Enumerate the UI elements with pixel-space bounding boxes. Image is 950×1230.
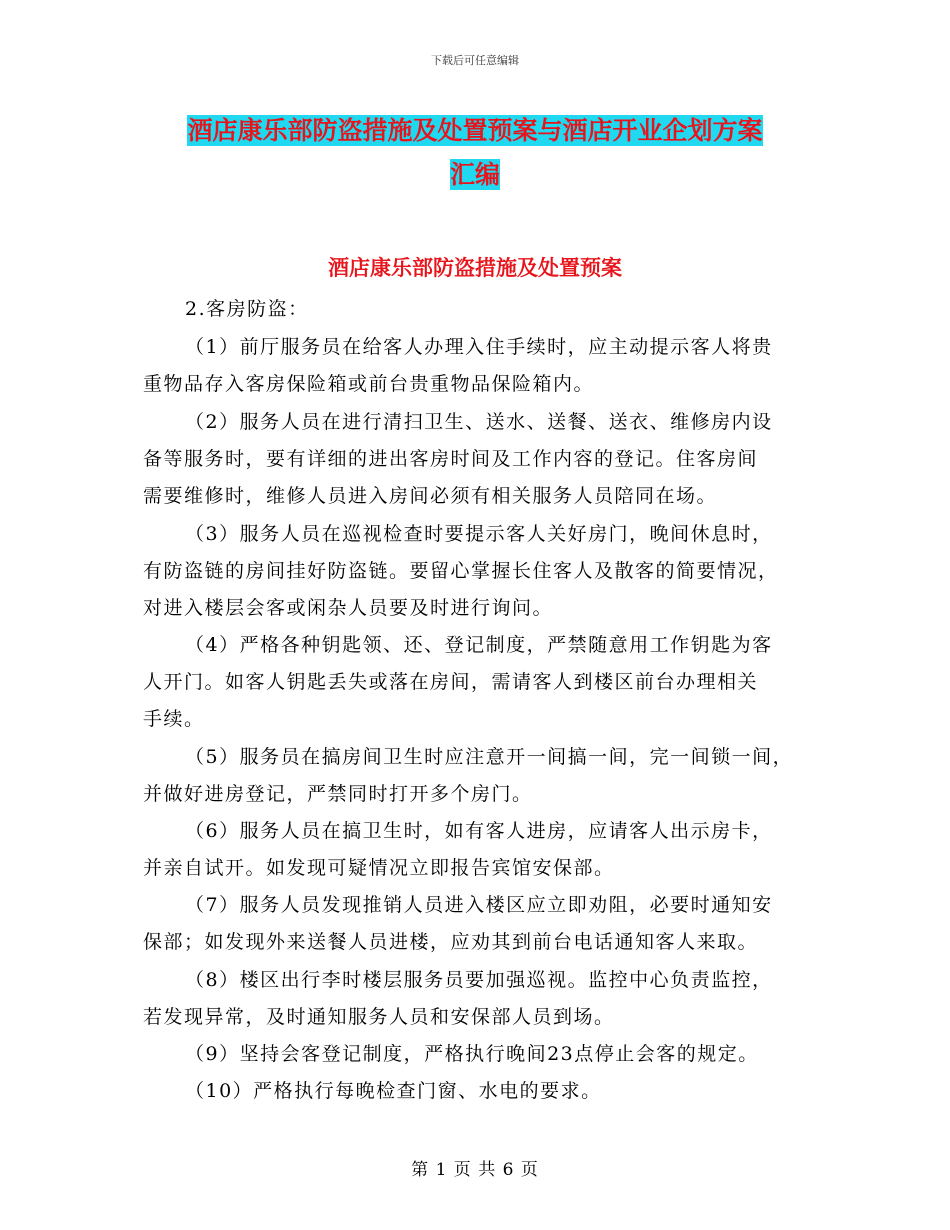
body-line: （4）严格各种钥匙领、还、登记制度，严禁随意用工作钥匙为客 — [185, 634, 773, 656]
page-footer: 第 1 页 共 6 页 — [411, 1160, 539, 1180]
body-line: 需要维修时，维修人员进入房间必须有相关服务人员陪同在场。 — [143, 485, 718, 507]
body-line: （2）服务人员在进行清扫卫生、送水、送餐、送衣、维修房内设 — [185, 411, 773, 433]
body-line: 手续。 — [143, 708, 205, 730]
document-title-line-1 — [0, 114, 950, 148]
body-line: 并亲自试开。如发现可疑情况立即报告宾馆安保部。 — [143, 857, 615, 879]
header-note: 下载后可任意编辑 — [431, 54, 519, 67]
body-line: （3）服务人员在巡视检查时要提示客人关好房门，晚间休息时， — [185, 523, 773, 545]
body-line: 保部；如发现外来送餐人员进楼，应劝其到前台电话通知客人来取。 — [143, 931, 759, 953]
document-title-text-2: 汇编 — [449, 160, 500, 189]
section-heading: 2.客房防盗： — [185, 298, 309, 320]
document-title-text-1: 酒店康乐部防盗措施及处置预案与酒店开业企划方案 — [187, 116, 763, 145]
body-line: 备等服务时，要有详细的进出客房时间及工作内容的登记。住客房间 — [143, 448, 759, 470]
body-line: （8）楼区出行李时楼层服务员要加强巡视。监控中心负责监控， — [185, 969, 773, 991]
body-line: （6）服务人员在搞卫生时，如有客人进房，应请客人出示房卡， — [185, 820, 773, 842]
document-title-line-2 — [0, 158, 950, 192]
body-line: （1）前厅服务员在给客人办理入住手续时，应主动提示客人将贵 — [185, 336, 773, 358]
body-line: （5）服务员在搞房间卫生时应注意开一间搞一间，完一间锁一间， — [185, 746, 794, 768]
body-line: （7）服务人员发现推销人员进入楼区应立即劝阻，必要时通知安 — [185, 894, 773, 916]
body-line: 人开门。如客人钥匙丢失或落在房间，需请客人到楼区前台办理相关 — [143, 671, 759, 693]
body-line: 若发现异常，及时通知服务人员和安保部人员到场。 — [143, 1006, 615, 1028]
body-line: 有防盗链的房间挂好防盗链。要留心掌握长住客人及散客的简要情况， — [143, 560, 779, 582]
section-title: 酒店康乐部防盗措施及处置预案 — [328, 255, 622, 280]
body-line: 并做好进房登记，严禁同时打开多个房门。 — [143, 783, 533, 805]
body-line: 重物品存入客房保险箱或前台贵重物品保险箱内。 — [143, 373, 595, 395]
body-line: （9）坚持会客登记制度，严格执行晚间23点停止会客的规定。 — [185, 1043, 759, 1065]
body-line: （10）严格执行每晚检查门窗、水电的要求。 — [185, 1080, 602, 1102]
body-line: 对进入楼层会客或闲杂人员要及时进行询问。 — [143, 597, 554, 619]
